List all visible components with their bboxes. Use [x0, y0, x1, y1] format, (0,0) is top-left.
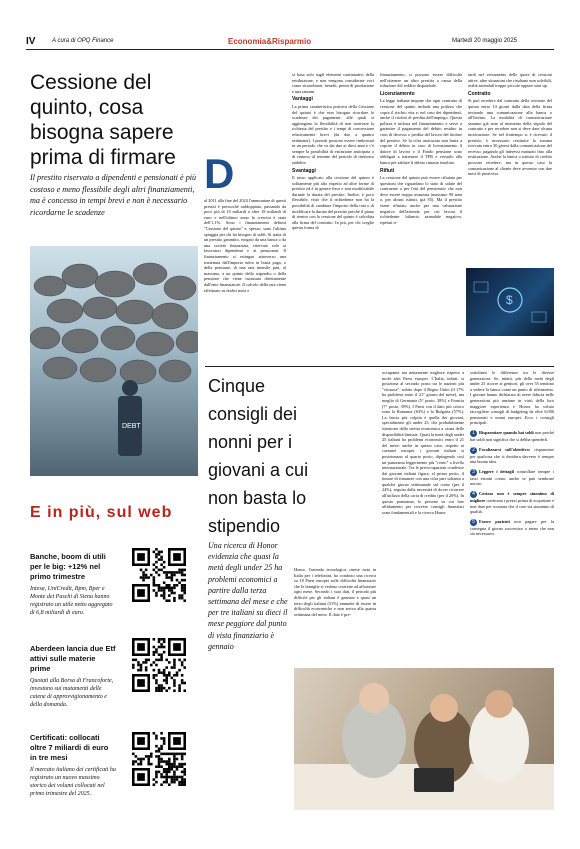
svg-text:$: $ — [506, 293, 513, 307]
sidebar-item-title: Aberdeen lancia due Etf attivi sulle materie prime — [30, 644, 116, 673]
article1-title: Cessione del quinto, cosa bisogna sapere prima di firmare — [30, 71, 176, 169]
section-brand: Economia&Risparmio — [228, 37, 312, 46]
sidebar-item-body: Il mercato italiano dei certificati ha registrato un nuovo massimo storico dei volumi collocati nel primo trimestre del 2025. — [30, 767, 116, 797]
article2-col3: sottolinea le differenze tra le diverse generazioni. Se, infatti, più della metà degli under 25 ricorre ai genitori, gli over 55 tendono a vedere la banca come un punto di riferimento. I giovani hanno dichiarato di avere fiducia nelle generazioni più anziane in virtù della loro maggiore esperienza e Honor ha voluto raccogliere consigli di budgeting da oltre 6.000 pensionati e nonni europei. Ecco i consigli principali: 1 Risparmiare quando hai soldi non perché hai soldi non significa che si debba spenderli. 2 Focalizzarsi sull'obiettivo: risparmiare per qualcosa che si desidera davvero è sempre una buona idea. 3 Leggere i dettagli controllare sempre i tassi estratti conto, anche se può sembrare noioso. 4 Costoso non è sempre sinonimo di migliore confronta i prezzi prima di acquistare e non dare per scontato che il caro sia sinonimo di qualità. 5 Essere pazienti non pagare per la consegna il giorno successivo a meno che non sia necessario. — [470, 370, 554, 537]
sidebar-item-body: Quotati alla Borsa di Francoforte, investono sui mutamenti delle catene di approvvigionamento e della domanda. — [30, 678, 114, 708]
sidebar-heading: E in più, sul web — [30, 504, 173, 521]
article1-col2: si basa solo sugli elementi continuativi della retribuzione, e non vengono considerate voci come straordinari, benefit, premi di produzione e una tantum. Vantaggi La prima caratteristica positiva della Cessione del quinto è che non bisogna ricordare le scadenze dei pagamenti, alle quali si aggiungono la flessibilità di non motivare la richiesta del prestito e i tempi di concessione relativamente brevi (da due a quattro settimane). I prestiti possono essere rimborsati in un periodo che va dai due ai dieci anni e c'è sempre la possibilità di estinzione anticipata o di rinnovo al termine del periodo di rimborso stabilito Svantaggi Il tasso applicato alla cessione del quinto è solitamente più alto rispetto ad altre forme di prestito ed è in genere fisso e non modificabile durante la durata del prestito. Inoltre, è poco flessibile, visto che il richiedente non ha la possibilità di cambiare l'importo della rata o di modificare la durata del prestito perché il piano di rientro con la cessione del quinto è calcolata alla firma del contratto. In più, per chi sceglie questa forma di — [292, 72, 374, 231]
qr-code-3[interactable] — [132, 732, 186, 786]
article1-col1: al 2011 alla fine del 2024 l'ammontare di questi prestiti è pressoché raddoppiato, passando da poco più di 10 miliardi a oltre 18 miliardi di euro e nell'ultimo anno la crescita è stata dell'1,1%. Sono i finanziamenti definiti "Cessione del quinto" e, spesso, sono l'ultima spiaggia per chi ha bisogno di soldi. Si tratta di un prestito garantito, erogato da una banca o da una società finanziaria, riservato solo ai lavoratori dipendenti e ai pensionati. Il finanziamento si estingue attraverso una trattenuta dall'importo netto in busta paga, o della pensione, di una rata mensile pari, al massimo, a un quinto dello stipendio o della pensione che viene incassata direttamente dall'ente finanziatore. Il calcolo della rata viene effettuato su dodici mesi e — [204, 198, 286, 293]
sidebar-item-1[interactable] — [30, 552, 116, 617]
debt-image — [30, 246, 198, 476]
tips-list — [470, 430, 554, 537]
article2-title: Cinque consigli dei nonni per i giovani a cui non basta lo stipendio — [208, 376, 309, 536]
subhead-rifiuti: Rifiuti — [380, 167, 395, 174]
subhead-contratto: Contratto — [468, 90, 491, 97]
article2-col2: occupante ma nettamente migliore rispetto a molti altri Paesi europei. L'Italia, infatti, si posiziona al secondo posto tra le nazioni più "virtuose", subito dopo il Regno Unito (il 17% ha problemi entro il 21° giorno del mese), ma meglio di Germania (5° posto, 38%) e Francia (7° posto, 39%). I Paesi con il dato più critico sono la Romania (63%) e la Bulgaria (57%). La fascia più colpita è quella dei giovani, specialmente gli under 25, che probabilmente risentono della stretta economica a causa delle disponibilità limitate. Quasi la metà degli under 25 italiani ha problemi economici entro il 21 del mese: anche in questo caso, rispetto ai coetanei europei, i giovani italiani si posizionano al quarto posto, dipingendo così un panorama leggermente più "roseo" a livello internazionale. Tra le preoccupazioni condivise dai giovani italiani figura, al primo posto, il timore di rimanere con una cifra pari soltanto a qualche giorno settimanale sul conto (per il 24%), seguita dalla necessità di dover ricorrere all'utilizzo della carta di credito (per il 20%). In questo panorama, le persone su cui fare affidamento per ricevere consigli finanziari sono fondamentali e la ricerca Honor — [382, 370, 464, 515]
article2-col1: Honor, l'azienda tecnologica cinese nota in Italia per i telefonini, ha condotto una ricerca su 18 Paesi europei sulle difficoltà finanziarie che le famiglie si vedono costrette ad affrontare ogni mese. Secondo i suoi dati, il periodo più difficile per gli italiani è gennaio e quasi un terzo degli italiani (31%) ammette di essere in difficoltà economiche e non arriva alla quarta settimana del mese. Il dato è pre- — [294, 567, 376, 617]
page-number: IV — [26, 36, 36, 47]
page-date: Martedì 20 maggio 2025 — [452, 38, 518, 44]
qr-code-2[interactable] — [132, 638, 186, 692]
header-rule — [26, 49, 554, 50]
subhead-vantaggi: Vantaggi — [292, 96, 313, 103]
tip-item: 2 Focalizzarsi sull'obiettivo: risparmiare per qualcosa che si desidera davvero è sempre una buona idea. — [470, 446, 554, 465]
sidebar-item-2[interactable] — [30, 644, 116, 709]
subhead-svantaggi: Svantaggi — [292, 167, 316, 174]
sidebar-item-title: Certificati: collocati oltre 7 miliardi di euro in tre mesi — [30, 733, 109, 762]
article1-col4: tardi nel versamento delle quote di cessioni attive, altre situazioni che risultano non solvibili, realtà aziendali troppo piccole oppure start up. Contratto Si può recedere dal contratto della cessione del quinto entro 14 giorni dalla data della firma inviando una comunicazione alla banca o all'Istituto. La modalità di comunicazione saranno già note al momento della stipula del contratto e per recedere non si deve dare alcuna motivazione. Se nel frattempo si è ricevuto il prestito, è necessario restituire la somma ricevuta entro 30 giorni dalla comunicazione del recesso, pagando gli interessi maturati fino alla restituzione. Anche la banca o istituto di credito possono recedere, ma in questo caso la comunicazione al cliente deve avvenire con due mesi di preavviso. — [468, 72, 553, 177]
debt-label: DEBT — [122, 423, 141, 430]
article1-lead: Il prestito riservato a dipendenti e pensionati è più costoso e meno flessibile degli altri finanziamenti, ma è concesso in tempi brevi e non è necessario ricordarne le scadenze — [30, 173, 197, 217]
article2-lead: Una ricerca di Honor evidenzia che quasi la metà degli under 25 ha problemi economici a partire dalla terza settimana del mese e che per tre italiani su dieci il mese peggiore dal punto di vista finanziario è gennaio — [208, 541, 288, 651]
section-rule — [205, 366, 554, 367]
qr-code-1[interactable] — [132, 548, 186, 602]
dropcap: D — [204, 150, 235, 197]
article1-col3: finanziamento, ci possono essere difficoltà nell'ottenere un altro prestito a causa della riduzione del reddito disponibile. Licenziamento La legge italiana impone che ogni contratto di cessione del quinto includa una polizza che copra il rischio vita e, nel caso dei dipendenti, anche il rischio di perdita dell'impiego. Questa polizza è inclusa nel finanziamento e serve a garantire il pagamento del debito residuo in caso di decesso o perdita del lavoro del titolare del prestito. Se la cifra assicurata non basta a coprire il debito in caso di licenziamento il datore di lavoro o il Fondo pensione sono obbligati a trattenere il TFR e versarlo alla banca per saldare il debito rimasto insoluto. Rifiuti La cessione del quinto può essere rifiutata per questioni che riguardano lo stato di salute del contraente o per l'età del pensionato che non deve essere troppo avanzata (massimo 90 anni o, per alcuni istituti, già 85). Ma il prestito viene rifiutato anche per una valutazione negativa dell'azienda per cui lavora il richiedente: bilancio aziendale negativo, ripetuti ri- — [380, 72, 462, 225]
sidebar-item-3[interactable] — [30, 733, 116, 798]
sidebar-item-body: Intesa, UniCredit, Bpm, Bper e Monte dei Paschi di Siena hanno registrato un utile netto aggregato di 6,8 miliardi di euro. — [30, 586, 113, 616]
family-photo — [294, 668, 554, 810]
tip-item: 1 Risparmiare quando hai soldi non perché hai soldi non significa che si debba spenderli. — [470, 429, 554, 442]
tip-item: 5 Essere pazienti non pagare per la consegna il giorno successivo a meno che non sia necessario. — [470, 518, 554, 537]
finance-image — [466, 268, 554, 336]
tip-item: 3 Leggere i dettagli controllare sempre i tassi estratti conto, anche se può sembrare noioso. — [470, 468, 554, 487]
tip-item: 4 Costoso non è sempre sinonimo di migliore confronta i prezzi prima di acquistare e non dare per scontato che il caro sia sinonimo di qualità. — [470, 490, 554, 515]
curator-label: A cura di OPQ Finance — [52, 38, 114, 44]
subhead-licenziamento: Licenziamento — [380, 90, 415, 97]
sidebar-item-title: Banche, boom di utili per le big: +12% nel primo trimestre — [30, 552, 106, 581]
